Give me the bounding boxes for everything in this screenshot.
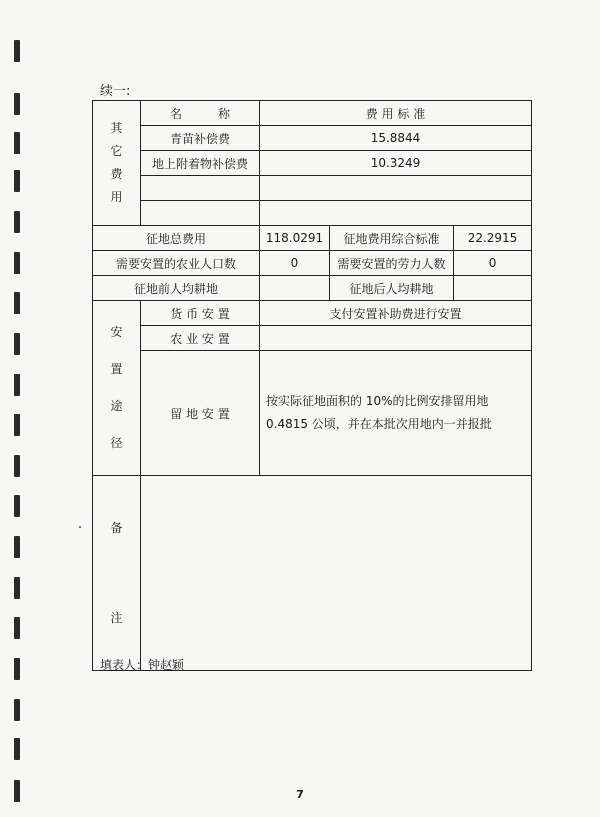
arable-after-label: 征地后人均耕地 [330,276,454,301]
continued-label: 续一: [100,84,131,99]
agricultural-resettlement-row [93,326,532,351]
other-cost-name: 地上附着物补偿费 [141,151,260,176]
monetary-resettlement-value: 支付安置补助费进行安置 [260,301,532,326]
binding-hole [14,414,20,436]
other-costs-header-row [93,101,532,126]
other-cost-name [141,176,260,201]
arable-before-value [260,276,330,301]
resettle-population-row [93,251,532,276]
other-cost-value [260,176,532,201]
binding-hole [14,40,20,62]
arable-before-label: 征地前人均耕地 [93,276,260,301]
composite-standard-label: 征地费用综合标准 [330,226,454,251]
col-standard-header: 费 用 标 准 [260,101,532,126]
binding-hole [14,536,20,558]
page-number: 7 [296,788,304,801]
remarks-value [141,476,532,671]
binding-hole [14,252,20,274]
monetary-resettlement-label: 货 币 安 置 [141,301,260,326]
other-cost-row [93,201,532,226]
farm-population-label: 需要安置的农业人口数 [93,251,260,276]
other-cost-row [93,126,532,151]
binding-hole [14,455,20,477]
binding-hole [14,617,20,639]
composite-standard-value: 22.2915 [454,226,532,251]
farm-population-value: 0 [260,251,330,276]
other-cost-row [93,151,532,176]
binding-hole [14,495,20,517]
other-cost-value: 15.8844 [260,126,532,151]
labor-count-value: 0 [454,251,532,276]
filled-by: 填表人：钟赵颖 [100,658,185,672]
arable-land-row [93,276,532,301]
reserved-land-label: 留 地 安 置 [141,351,260,476]
reserved-land-row [93,351,532,476]
binding-hole [14,738,20,760]
binding-hole [14,132,20,154]
reserved-land-value: 按实际征地面积的 10%的比例安排留用地 0.4815 公顷，并在本批次用地内一并报批 [260,351,532,476]
total-cost-value: 118.0291 [260,226,330,251]
total-cost-row [93,226,532,251]
binding-hole [14,170,20,192]
arable-after-value [454,276,532,301]
agricultural-resettlement-value [260,326,532,351]
remarks-group-label: 备 注 [93,476,141,671]
other-cost-value: 10.3249 [260,151,532,176]
agricultural-resettlement-label: 农 业 安 置 [141,326,260,351]
monetary-resettlement-row [93,301,532,326]
scan-speck [79,526,81,528]
resettlement-group-label: 安 置 途 径 [93,301,141,476]
total-cost-label: 征地总费用 [93,226,260,251]
binding-hole [14,292,20,314]
binding-hole [14,333,20,355]
binding-hole [14,93,20,115]
binding-hole [14,211,20,233]
binding-hole [14,374,20,396]
col-name-header: 名 称 [141,101,260,126]
other-cost-name [141,201,260,226]
land-acquisition-table [92,100,532,671]
other-cost-name: 青苗补偿费 [141,126,260,151]
binding-hole [14,658,20,680]
binding-strip [14,0,24,817]
other-costs-group-label: 其 它 费 用 [93,101,141,226]
remarks-row [93,476,532,671]
labor-count-label: 需要安置的劳力人数 [330,251,454,276]
binding-hole [14,699,20,721]
other-cost-row [93,176,532,201]
binding-hole [14,577,20,599]
other-cost-value [260,201,532,226]
